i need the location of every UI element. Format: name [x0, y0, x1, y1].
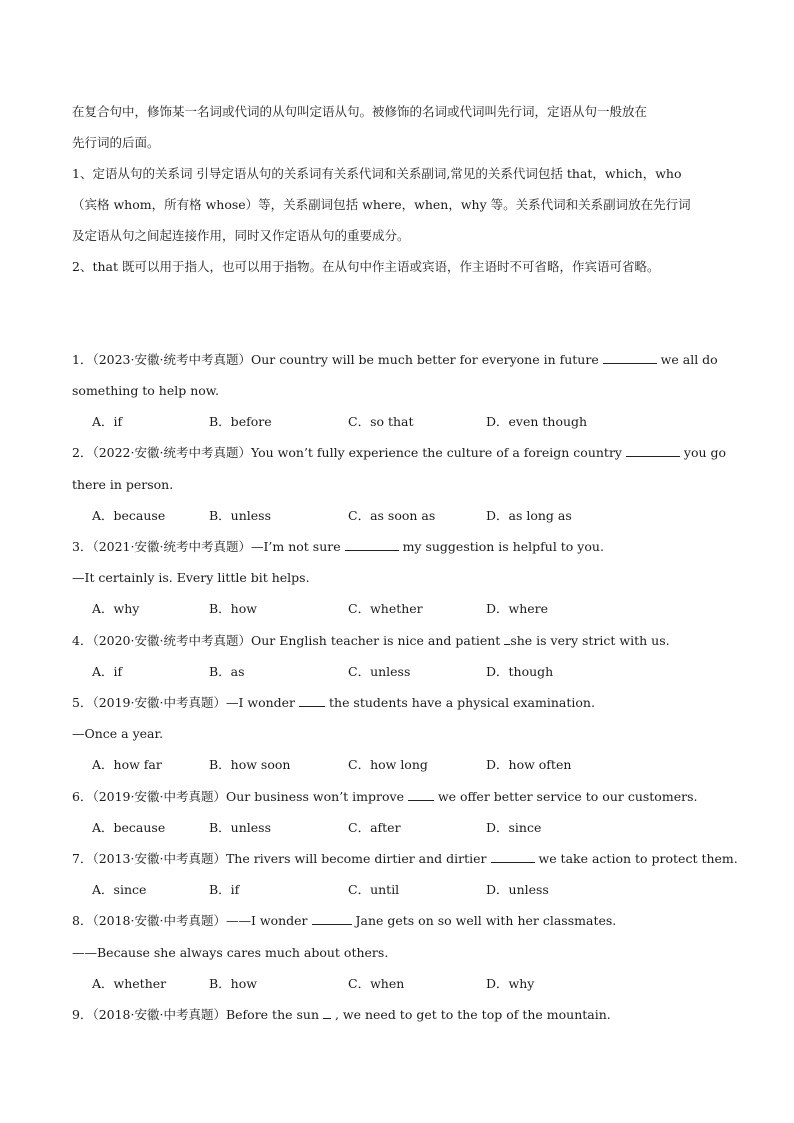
option-b[interactable]: B．how — [209, 976, 257, 991]
question-4 — [72, 631, 670, 651]
question-8 — [72, 911, 616, 931]
option-c[interactable]: C．as soon as — [348, 508, 436, 523]
intro-paragraph: 先行词的后面。 — [72, 135, 160, 150]
question-continuation: something to help now. — [72, 383, 219, 398]
question-number: 5． — [72, 695, 93, 710]
question-6 — [72, 787, 697, 807]
question-source: （2020·安徽·统考中考真题） — [92, 633, 251, 648]
question-number: 9． — [72, 1007, 93, 1022]
option-d[interactable]: D．even though — [486, 414, 588, 429]
option-a[interactable]: A．if — [92, 664, 123, 679]
option-c[interactable]: C．after — [348, 820, 401, 835]
option-b[interactable]: B．before — [209, 414, 272, 429]
question-source: （2019·安徽·中考真题） — [92, 695, 226, 710]
intro-section — [72, 96, 732, 282]
question-text: Jane gets on so well with her classmates. — [351, 913, 617, 928]
option-c[interactable]: C．until — [348, 882, 400, 897]
intro-paragraph: 1、定语从句的关系词 引导定语从句的关系词有关系代词和关系副词,常见的关系代词包括 that，which，who — [72, 166, 682, 181]
answer-blank[interactable] — [299, 694, 325, 707]
question-number: 1． — [72, 352, 93, 367]
question-text: You won’t fully experience the culture of a foreign country — [250, 445, 626, 460]
option-c[interactable]: C．unless — [348, 664, 411, 679]
option-a[interactable]: A．because — [92, 508, 166, 523]
option-a[interactable]: A．if — [92, 414, 123, 429]
question-text: we offer better service to our customers. — [433, 789, 698, 804]
option-d[interactable]: D．unless — [486, 882, 549, 897]
question-text: , we need to get to the top of the mountain. — [330, 1007, 611, 1022]
question-text: Our country will be much better for everyone in future — [250, 352, 603, 367]
question-source: （2021·安徽·统考中考真题） — [92, 539, 251, 554]
question-number: 7． — [72, 851, 93, 866]
answer-blank[interactable] — [323, 1006, 331, 1019]
question-3 — [72, 537, 604, 557]
question-text: my suggestion is helpful to you. — [398, 539, 604, 554]
option-c[interactable]: C．so that — [348, 414, 414, 429]
option-a[interactable]: A．since — [92, 882, 147, 897]
option-b[interactable]: B．as — [209, 664, 245, 679]
question-text: —I’m not sure — [250, 539, 345, 554]
option-a[interactable]: A．because — [92, 820, 166, 835]
question-text: Our English teacher is nice and patient — [250, 633, 505, 648]
question-text: the students have a physical examination. — [325, 695, 595, 710]
question-source: （2019·安徽·中考真题） — [92, 789, 226, 804]
question-continuation: ——Because she always cares much about others. — [72, 945, 389, 960]
question-number: 2． — [72, 445, 93, 460]
question-continuation: —Once a year. — [72, 726, 164, 741]
question-number: 3． — [72, 539, 93, 554]
question-7 — [72, 849, 738, 869]
option-a[interactable]: A．whether — [92, 976, 167, 991]
option-a[interactable]: A．how far — [92, 757, 162, 772]
intro-paragraph: 及定语从句之间起连接作用，同时又作定语从句的重要成分。 — [72, 228, 410, 243]
question-source: （2018·安徽·中考真题） — [92, 1007, 226, 1022]
question-text: The rivers will become dirtier and dirtier — [225, 851, 491, 866]
question-continuation: there in person. — [72, 477, 174, 492]
option-b[interactable]: B．how — [209, 601, 257, 616]
option-d[interactable]: D．where — [486, 601, 549, 616]
answer-blank[interactable] — [626, 444, 680, 457]
question-source: （2023·安徽·统考中考真题） — [92, 352, 251, 367]
option-b[interactable]: B．unless — [209, 820, 272, 835]
option-a[interactable]: A．why — [92, 601, 140, 616]
intro-paragraph: 2、that 既可以用于指人，也可以用于指物。在从句中作主语或宾语，作主语时不可省略，作宾语可省略。 — [72, 259, 660, 274]
option-c[interactable]: C．when — [348, 976, 405, 991]
option-b[interactable]: B．unless — [209, 508, 272, 523]
option-b[interactable]: B．how soon — [209, 757, 291, 772]
question-number: 6． — [72, 789, 93, 804]
answer-blank[interactable] — [312, 912, 352, 925]
answer-blank[interactable] — [345, 538, 399, 551]
question-text: you go — [679, 445, 727, 460]
option-c[interactable]: C．how long — [348, 757, 428, 772]
answer-blank[interactable] — [603, 351, 657, 364]
question-source: （2022·安徽·统考中考真题） — [92, 445, 251, 460]
option-d[interactable]: D．since — [486, 820, 542, 835]
question-text: we all do — [656, 352, 718, 367]
intro-paragraph: 在复合句中，修饰某一名词或代词的从句叫定语从句。被修饰的名词或代词叫先行词，定语从句一般放在 — [72, 104, 648, 119]
answer-blank[interactable] — [491, 850, 535, 863]
question-source: （2013·安徽·中考真题） — [92, 851, 226, 866]
question-number: 4． — [72, 633, 93, 648]
answer-blank[interactable] — [408, 788, 434, 801]
question-text: we take action to protect them. — [534, 851, 738, 866]
question-source: （2018·安徽·中考真题） — [92, 913, 226, 928]
option-d[interactable]: D．though — [486, 664, 554, 679]
option-d[interactable]: D．as long as — [486, 508, 572, 523]
option-c[interactable]: C．whether — [348, 601, 423, 616]
intro-paragraph: （宾格 whom，所有格 whose）等，关系副词包括 where，when，why 等。关系代词和关系副词放在先行词 — [72, 197, 691, 212]
question-text: Our business won’t improve — [225, 789, 408, 804]
question-1 — [72, 350, 718, 370]
question-9 — [72, 1005, 611, 1025]
question-5 — [72, 693, 595, 713]
question-text: —I wonder — [225, 695, 300, 710]
question-text: she is very strict with us. — [510, 633, 670, 648]
question-number: 8． — [72, 913, 93, 928]
option-d[interactable]: D．why — [486, 976, 535, 991]
option-d[interactable]: D．how often — [486, 757, 572, 772]
question-continuation: —It certainly is. Every little bit helps. — [72, 570, 310, 585]
question-2 — [72, 443, 726, 463]
question-text: ——I wonder — [225, 913, 312, 928]
option-b[interactable]: B．if — [209, 882, 240, 897]
question-text: Before the sun — [225, 1007, 323, 1022]
